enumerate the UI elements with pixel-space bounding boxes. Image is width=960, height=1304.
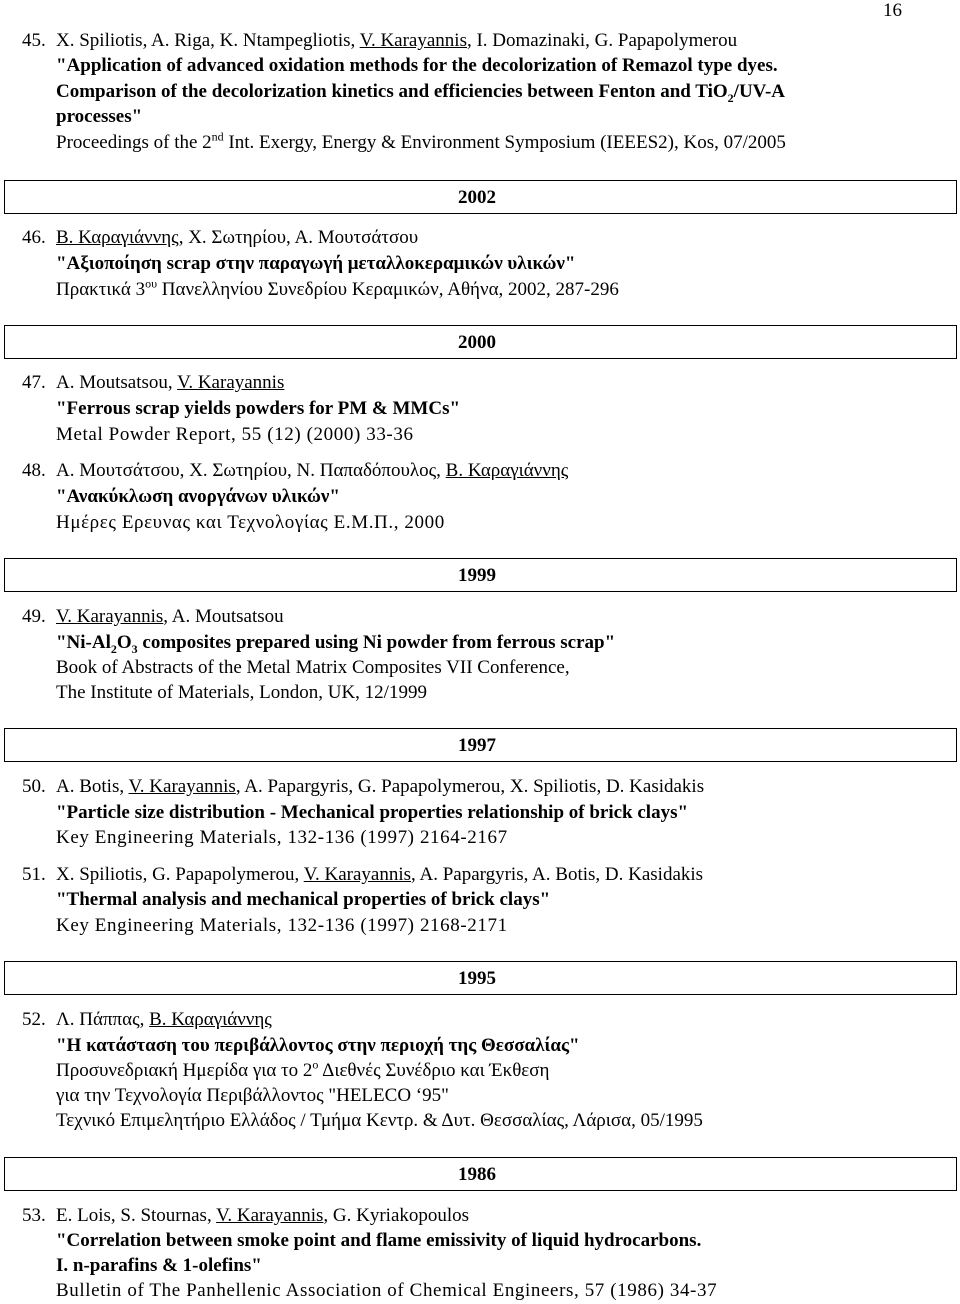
entry-title: "Thermal analysis and mechanical properties of brick clays" [56, 889, 551, 910]
entry-number: 53. [22, 1205, 46, 1226]
entry-source: Τεχνικό Επιμελητήριο Ελλάδος / Τμήμα Κεντρ. & Δυτ. Θεσσαλίας, Λάρισα, 05/1995 [56, 1110, 703, 1131]
entry-title: "Ανακύκλωση ανοργάνων υλικών" [56, 486, 340, 507]
entry-title: "Particle size distribution - Mechanical properties relationship of brick clays" [56, 802, 689, 823]
entry-authors: X. Spiliotis, G. Papapolymerou, V. Karayannis, A. Papargyris, A. Botis, D. Kasidakis [56, 864, 704, 885]
entry-source: Key Engineering Materials, 132-136 (1997) 2164-2167 [56, 827, 508, 848]
entry-title: "$Ni-Al_2O_3$ composites prepared using Ni powder from ferrous scrap" [56, 632, 616, 656]
entry-authors: Β. Καραγιάννης, Χ. Σωτηρίου, Α. Μουτσάτσου [56, 227, 419, 248]
entry-number: 51. [22, 864, 46, 885]
entry-source: για την Τεχνολογία Περιβάλλοντος "HELECO ‘95" [56, 1085, 449, 1106]
entry-authors: A. Botis, V. Karayannis, A. Papargyris, G. Papapolymerou, X. Spiliotis, D. Kasidakis [56, 776, 705, 797]
entry-authors: E. Lois, S. Stournas, V. Karayannis, G. Kyriakopoulos [56, 1205, 470, 1226]
entry-source: Bulletin of The Panhellenic Association of Chemical Engineers, 57 (1986) 34-37 [56, 1280, 718, 1301]
entry-authors: Α. Μουτσάτσου, Χ. Σωτηρίου, Ν. Παπαδόπουλος, Β. Καραγιάννης [56, 460, 569, 481]
entry-source: Proceedings of the 2nd Int. Exergy, Energy & Environment Symposium (IEEES2), Kos, 07/2005 [56, 129, 786, 153]
entry-title: "Application of advanced oxidation methods for the decolorization of Remazol type dyes. [56, 55, 778, 76]
entry-title: "Αξιοποίηση scrap στην παραγωγή μεταλλοκεραμικών υλικών" [56, 253, 576, 274]
year-heading: 1999 [458, 565, 496, 586]
entry-title: "Η κατάσταση του περιβάλλοντος στην περιοχή της Θεσσαλίας" [56, 1035, 580, 1056]
year-heading: 2000 [458, 332, 496, 353]
entry-source: Key Engineering Materials, 132-136 (1997) 2168-2171 [56, 915, 508, 936]
entry-title: Comparison of the decolorization kinetics and efficiencies between Fenton and TiO$_2$/UV-A [56, 81, 786, 105]
entry-source: Προσυνεδριακή Ημερίδα για το $2^o$ Διεθνές Συνέδριο και Έκθεση [56, 1057, 550, 1081]
year-heading: 1986 [458, 1164, 496, 1185]
year-heading: 2002 [458, 187, 496, 208]
entry-number: 49. [22, 606, 46, 627]
entry-title: processes" [56, 106, 143, 127]
entry-number: 52. [22, 1009, 46, 1030]
entry-title: I. n-parafins & 1-olefins" [56, 1255, 262, 1276]
entry-source: Metal Powder Report, 55 (12) (2000) 33-36 [56, 424, 414, 445]
entry-number: 50. [22, 776, 46, 797]
entry-number: 46. [22, 227, 46, 248]
entry-number: 45. [22, 30, 46, 51]
year-heading: 1997 [458, 735, 496, 756]
entry-number: 48. [22, 460, 46, 481]
entry-source: Book of Abstracts of the Metal Matrix Composites VII Conference, [56, 657, 570, 678]
year-heading: 1995 [458, 968, 496, 989]
entry-source: Πρακτικά $3^{o\upsilon}$ Πανελληνίου Συνεδρίου Κεραμικών, Αθήνα, 2002, 287-296 [56, 276, 619, 300]
entry-title: "Correlation between smoke point and flame emissivity of liquid hydrocarbons. [56, 1230, 702, 1251]
entry-title: "Ferrous scrap yields powders for PM & MMCs" [56, 398, 461, 419]
entry-authors: X. Spiliotis, A. Riga, K. Ntampegliotis, V. Karayannis, I. Domazinaki, G. Papapolymerou [56, 30, 738, 51]
entry-authors: V. Karayannis, A. Moutsatsou [56, 606, 284, 627]
entry-number: 47. [22, 372, 46, 393]
entry-authors: A. Moutsatsou, V. Karayannis [56, 372, 285, 393]
entry-source: Ημέρες Ερευνας και Τεχνολογίας Ε.Μ.Π., 2000 [56, 512, 445, 533]
entry-authors: Λ. Πάππας, Β. Καραγιάννης [56, 1009, 272, 1030]
entry-source: The Institute of Materials, London, UK, 12/1999 [56, 682, 427, 703]
page-number: 16 [883, 0, 902, 21]
